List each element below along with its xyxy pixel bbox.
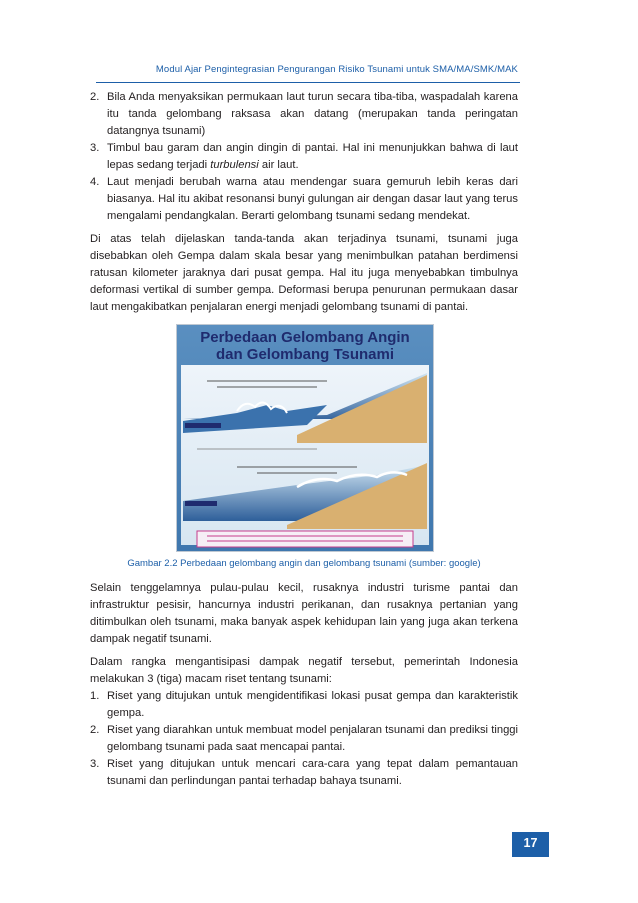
list-item bbox=[90, 140, 518, 174]
list-number: 3. bbox=[90, 142, 100, 154]
list-item bbox=[90, 722, 518, 756]
page-header: Modul Ajar Pengintegrasian Pengurangan Risiko Tsunami untuk SMA/MA/SMK/MAK bbox=[155, 64, 518, 75]
page-content bbox=[90, 89, 518, 790]
list-text: Riset yang diarahkan untuk membuat model penjalaran tsunami dan prediksi tinggi gelombang tsunami pada saat mencapai pantai. bbox=[107, 724, 518, 753]
figure-title bbox=[177, 329, 433, 363]
page-number-box bbox=[512, 832, 549, 857]
paragraph: Di atas telah dijelaskan tanda-tanda akan terjadinya tsunami, tsunami juga disebabkan oleh Gempa dalam skala besar yang menimbulkan patahan berdimensi ratusan kilometer jaraknya dari pusat gempa. Hal itu juga menyebabkan timbulnya deformasi vertikal di sumber gempa. Deformasi berupa penurunan permukaan dasar laut mengakibatkan penjalaran energi menjadi gelombang tsunami di pantai. bbox=[90, 233, 518, 313]
header-rule bbox=[96, 82, 520, 83]
list-number: 1. bbox=[90, 690, 100, 702]
page-number: 17 bbox=[523, 836, 538, 850]
list-text: Timbul bau garam dan angin dingin di pantai. Hal ini menunjukkan bahwa di laut lepas sedang terjadi bbox=[107, 142, 518, 171]
list-number: 3. bbox=[90, 758, 100, 770]
paragraph: Dalam rangka mengantisipasi dampak negatif tersebut, pemerintah Indonesia melakukan 3 (tiga) macam riset tentang tsunami: bbox=[90, 656, 518, 685]
figure-caption: Gambar 2.2 Perbedaan gelombang angin dan gelombang tsunami (sumber: google) bbox=[127, 558, 481, 569]
warning-signs-list bbox=[90, 89, 518, 225]
research-list bbox=[90, 688, 518, 790]
list-text: Riset yang ditujukan untuk mencari cara-cara yang tepat dalam pemantauan tsunami dan perlindungan pantai terhadap bahaya tsunami. bbox=[107, 758, 518, 787]
list-text-emphasis: turbulensi bbox=[210, 159, 259, 171]
paragraph: Selain tenggelamnya pulau-pulau kecil, rusaknya industri turisme pantai dan infrastruktur pesisir, hancurnya industri perikanan, dan rusaknya pertanian yang ditimbulkan oleh tsunami, maka banyak aspek kehidupan lain yang juga akan terkena dampak negatif tsunami. bbox=[90, 582, 518, 645]
list-text: Bila Anda menyaksikan permukaan laut turun secara tiba-tiba, waspadalah karena itu tanda gelombang raksasa akan datang (merupakan tanda peringatan datangnya tsunami) bbox=[107, 91, 518, 137]
figure-title-line: Perbedaan Gelombang Angin bbox=[200, 329, 410, 346]
list-number: 2. bbox=[90, 724, 100, 736]
list-item bbox=[90, 89, 518, 140]
list-item bbox=[90, 174, 518, 225]
list-number: 2. bbox=[90, 91, 100, 103]
list-item bbox=[90, 756, 518, 790]
list-text: Laut menjadi berubah warna atau mendengar suara gemuruh lebih keras dari biasanya. Hal itu akibat resonansi bunyi gulungan air dengan dasar laut yang terus mengalami pendangkalan. Berarti gelombang tsunami sedang mendekat. bbox=[107, 176, 518, 222]
list-item bbox=[90, 688, 518, 722]
tsunami-figure bbox=[176, 324, 434, 552]
figure-title-line: dan Gelombang Tsunami bbox=[215, 346, 395, 363]
list-text-end: air laut. bbox=[258, 159, 299, 171]
list-number: 4. bbox=[90, 176, 100, 188]
list-text: Riset yang ditujukan untuk mengidentifikasi lokasi pusat gempa dan karakteristik gempa. bbox=[107, 690, 518, 719]
